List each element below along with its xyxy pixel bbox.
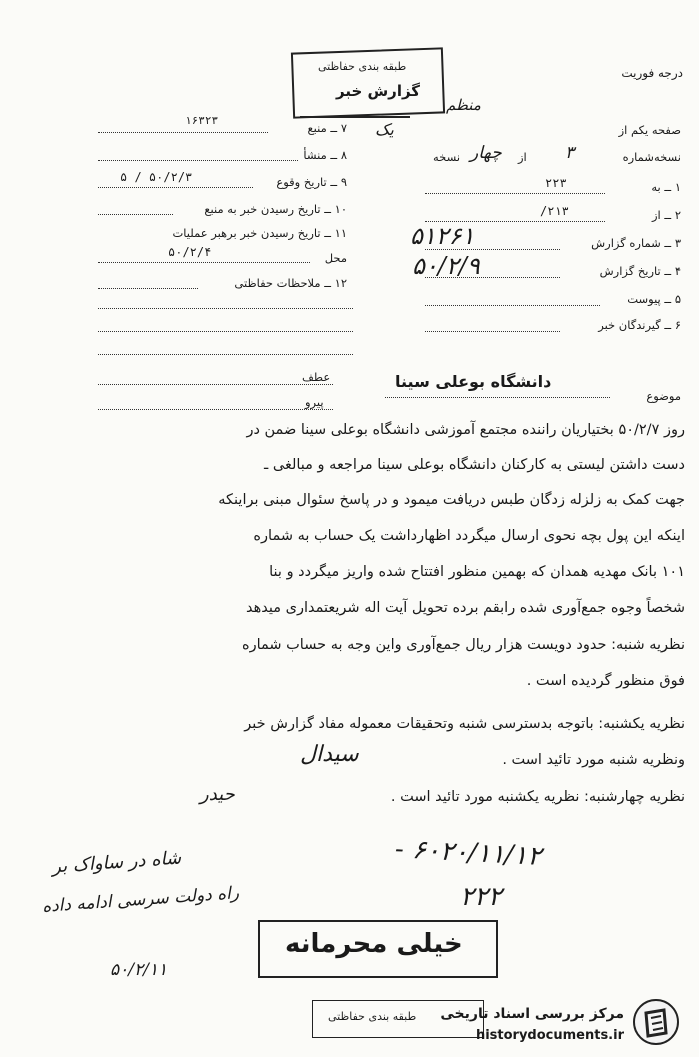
field-report-no-value: ۵۱۲۶۱ — [410, 222, 475, 250]
field-leader-received-label: ۱۱ ــ تاریخ رسیدن خبر برهبر عملیات — [172, 226, 347, 240]
copy-suffix: نسخه — [433, 150, 461, 164]
field-source-received-label: ۱۰ ــ تاریخ رسیدن خبر به منبع — [204, 202, 347, 216]
field-occurrence-date-label: ۹ ــ تاریخ وقوع — [276, 175, 347, 189]
body-line-5: ۱۰۱ بانک مهدیه همدان که بهمین منظور افتتاح شده واریز میگردد و بنا — [269, 564, 685, 580]
classification-bottom: طبقه بندی حفاظتی — [328, 1010, 417, 1023]
subject-line — [385, 397, 610, 398]
copy-of-label: از — [518, 150, 527, 164]
field-occurrence-date-value: ۵۰/۲/۳ / ۵ — [120, 170, 193, 184]
watermark-url: historydocuments.ir — [475, 1028, 624, 1043]
field-from-value: ۲۱۳/ — [540, 204, 569, 218]
priority-label: درجه فوریت — [621, 66, 683, 80]
body-line-4: اینکه این پول بچه نحوی ارسال میگردد اظهارداشت یک حساب به شماره — [253, 528, 685, 544]
field-to-value: ۲۲۳ — [545, 176, 567, 190]
field-to-line — [425, 193, 605, 194]
field-from-label: ۲ ــ از — [652, 208, 681, 222]
follow-line — [98, 409, 333, 410]
field-source-label: ۷ ــ منبع — [307, 121, 347, 135]
stamp-number: ۶۰۲۰/۱۱/۱۲ - — [394, 834, 542, 872]
field-source-line — [98, 132, 268, 133]
subject-label: موضوع — [646, 389, 681, 403]
copy-label: نسخه‌شماره — [622, 150, 681, 164]
body-line-6: شخصاً وجوه جمع‌آوری شده رابقم برده تحویل آیت اله شریعتمداری میدهد — [246, 600, 685, 616]
field-occurrence-date-line — [98, 187, 253, 188]
header-stroke — [300, 116, 410, 118]
classification-top: طبقه بندی حفاظتی — [318, 60, 407, 73]
field-attachment-line — [425, 305, 600, 306]
field-recipients-label: ۶ ــ گیرندگان خبر — [598, 318, 681, 332]
field-to-label: ۱ ــ به — [651, 180, 681, 194]
page-label: صفحه یکم از — [618, 123, 681, 137]
handwritten-note-line-2: راه دولت سرسی ادامه داده — [41, 883, 240, 917]
field-location-line — [98, 262, 310, 263]
field-security-notes-label: ۱۲ ــ ملاحظات حفاظتی — [234, 276, 347, 290]
ref-line — [98, 384, 333, 385]
ref-label: عطف — [302, 370, 331, 384]
notes-line-2 — [98, 331, 353, 332]
opinion-wednesday: نظریه چهارشنبه: نظریه یکشنبه مورد تائید است . — [390, 789, 685, 805]
notes-line-1 — [98, 308, 353, 309]
field-attachment-label: ۵ ــ پیوست — [627, 292, 681, 306]
field-source-value: ۱۶۳۲۳ — [185, 114, 219, 127]
field-location-value: ۵۰/۲/۴ — [168, 245, 212, 259]
body-line-3: جهت کمک به زلزله زدگان طبس دریافت میمود و در پاسخ سئوال مبنی براینکه — [218, 492, 685, 508]
stamp-code: ۲۲۲ — [460, 882, 502, 912]
follow-label: پیرو — [305, 395, 324, 409]
secrecy-stamp-text: خیلی محرمانه — [285, 929, 463, 959]
opinion-sunday-cont: ونظریه شنبه مورد تائید است . — [502, 752, 685, 768]
handwritten-note-line-1: شاه در ساواک بر — [51, 847, 182, 878]
copy-value: ۳ — [565, 143, 575, 163]
body-line-8: فوق منظور گردیده است . — [526, 673, 685, 689]
body-line-2: دست داشتن لیستی به کارکنان دانشگاه بوعلی سینا مراجعه و مبالغی ـ — [264, 457, 685, 473]
classification-mark: منظم — [446, 96, 481, 114]
copy-of-value: چهار — [470, 143, 502, 163]
field-source-received-line — [98, 214, 173, 215]
body-line-7: نظریه شنبه: حدود دویست هزار ریال جمع‌آوری واین وجه به حساب شماره — [242, 637, 685, 653]
signature-wednesday: حیدر — [200, 784, 235, 805]
subject-value: دانشگاه بوعلی سینا — [395, 372, 552, 391]
field-origin-line — [98, 160, 298, 161]
notes-line-3 — [98, 354, 353, 355]
page-value: یک — [375, 120, 394, 139]
watermark-logo — [632, 998, 680, 1046]
field-report-no-label: ۳ ــ شماره گزارش — [591, 236, 681, 250]
field-origin-label: ۸ ــ منشأ — [303, 148, 347, 162]
watermark-title: مرکز بررسی اسناد تاریخی — [440, 1006, 624, 1022]
handwritten-note-date: ۵۰/۲/۱۱ — [110, 960, 168, 980]
field-recipients-line — [425, 331, 560, 332]
signature-sunday: سیدال — [300, 742, 359, 767]
report-type-title: گزارش خبر — [336, 82, 421, 100]
field-report-date-label: ۴ ــ تاریخ گزارش — [599, 264, 681, 278]
field-security-notes-line — [98, 288, 198, 289]
field-report-date-value: ۵۰/۲/۹ — [412, 252, 480, 280]
opinion-sunday: نظریه یکشنبه: باتوجه بدسترسی شنبه وتحقیقات معموله مفاد گزارش خبر — [244, 716, 685, 732]
body-line-1: روز ۵۰/۲/۷ بختیاریان راننده مجتمع آموزشی دانشگاه بوعلی سینا ضمن در — [246, 422, 685, 438]
field-location-label: محل — [324, 251, 347, 265]
